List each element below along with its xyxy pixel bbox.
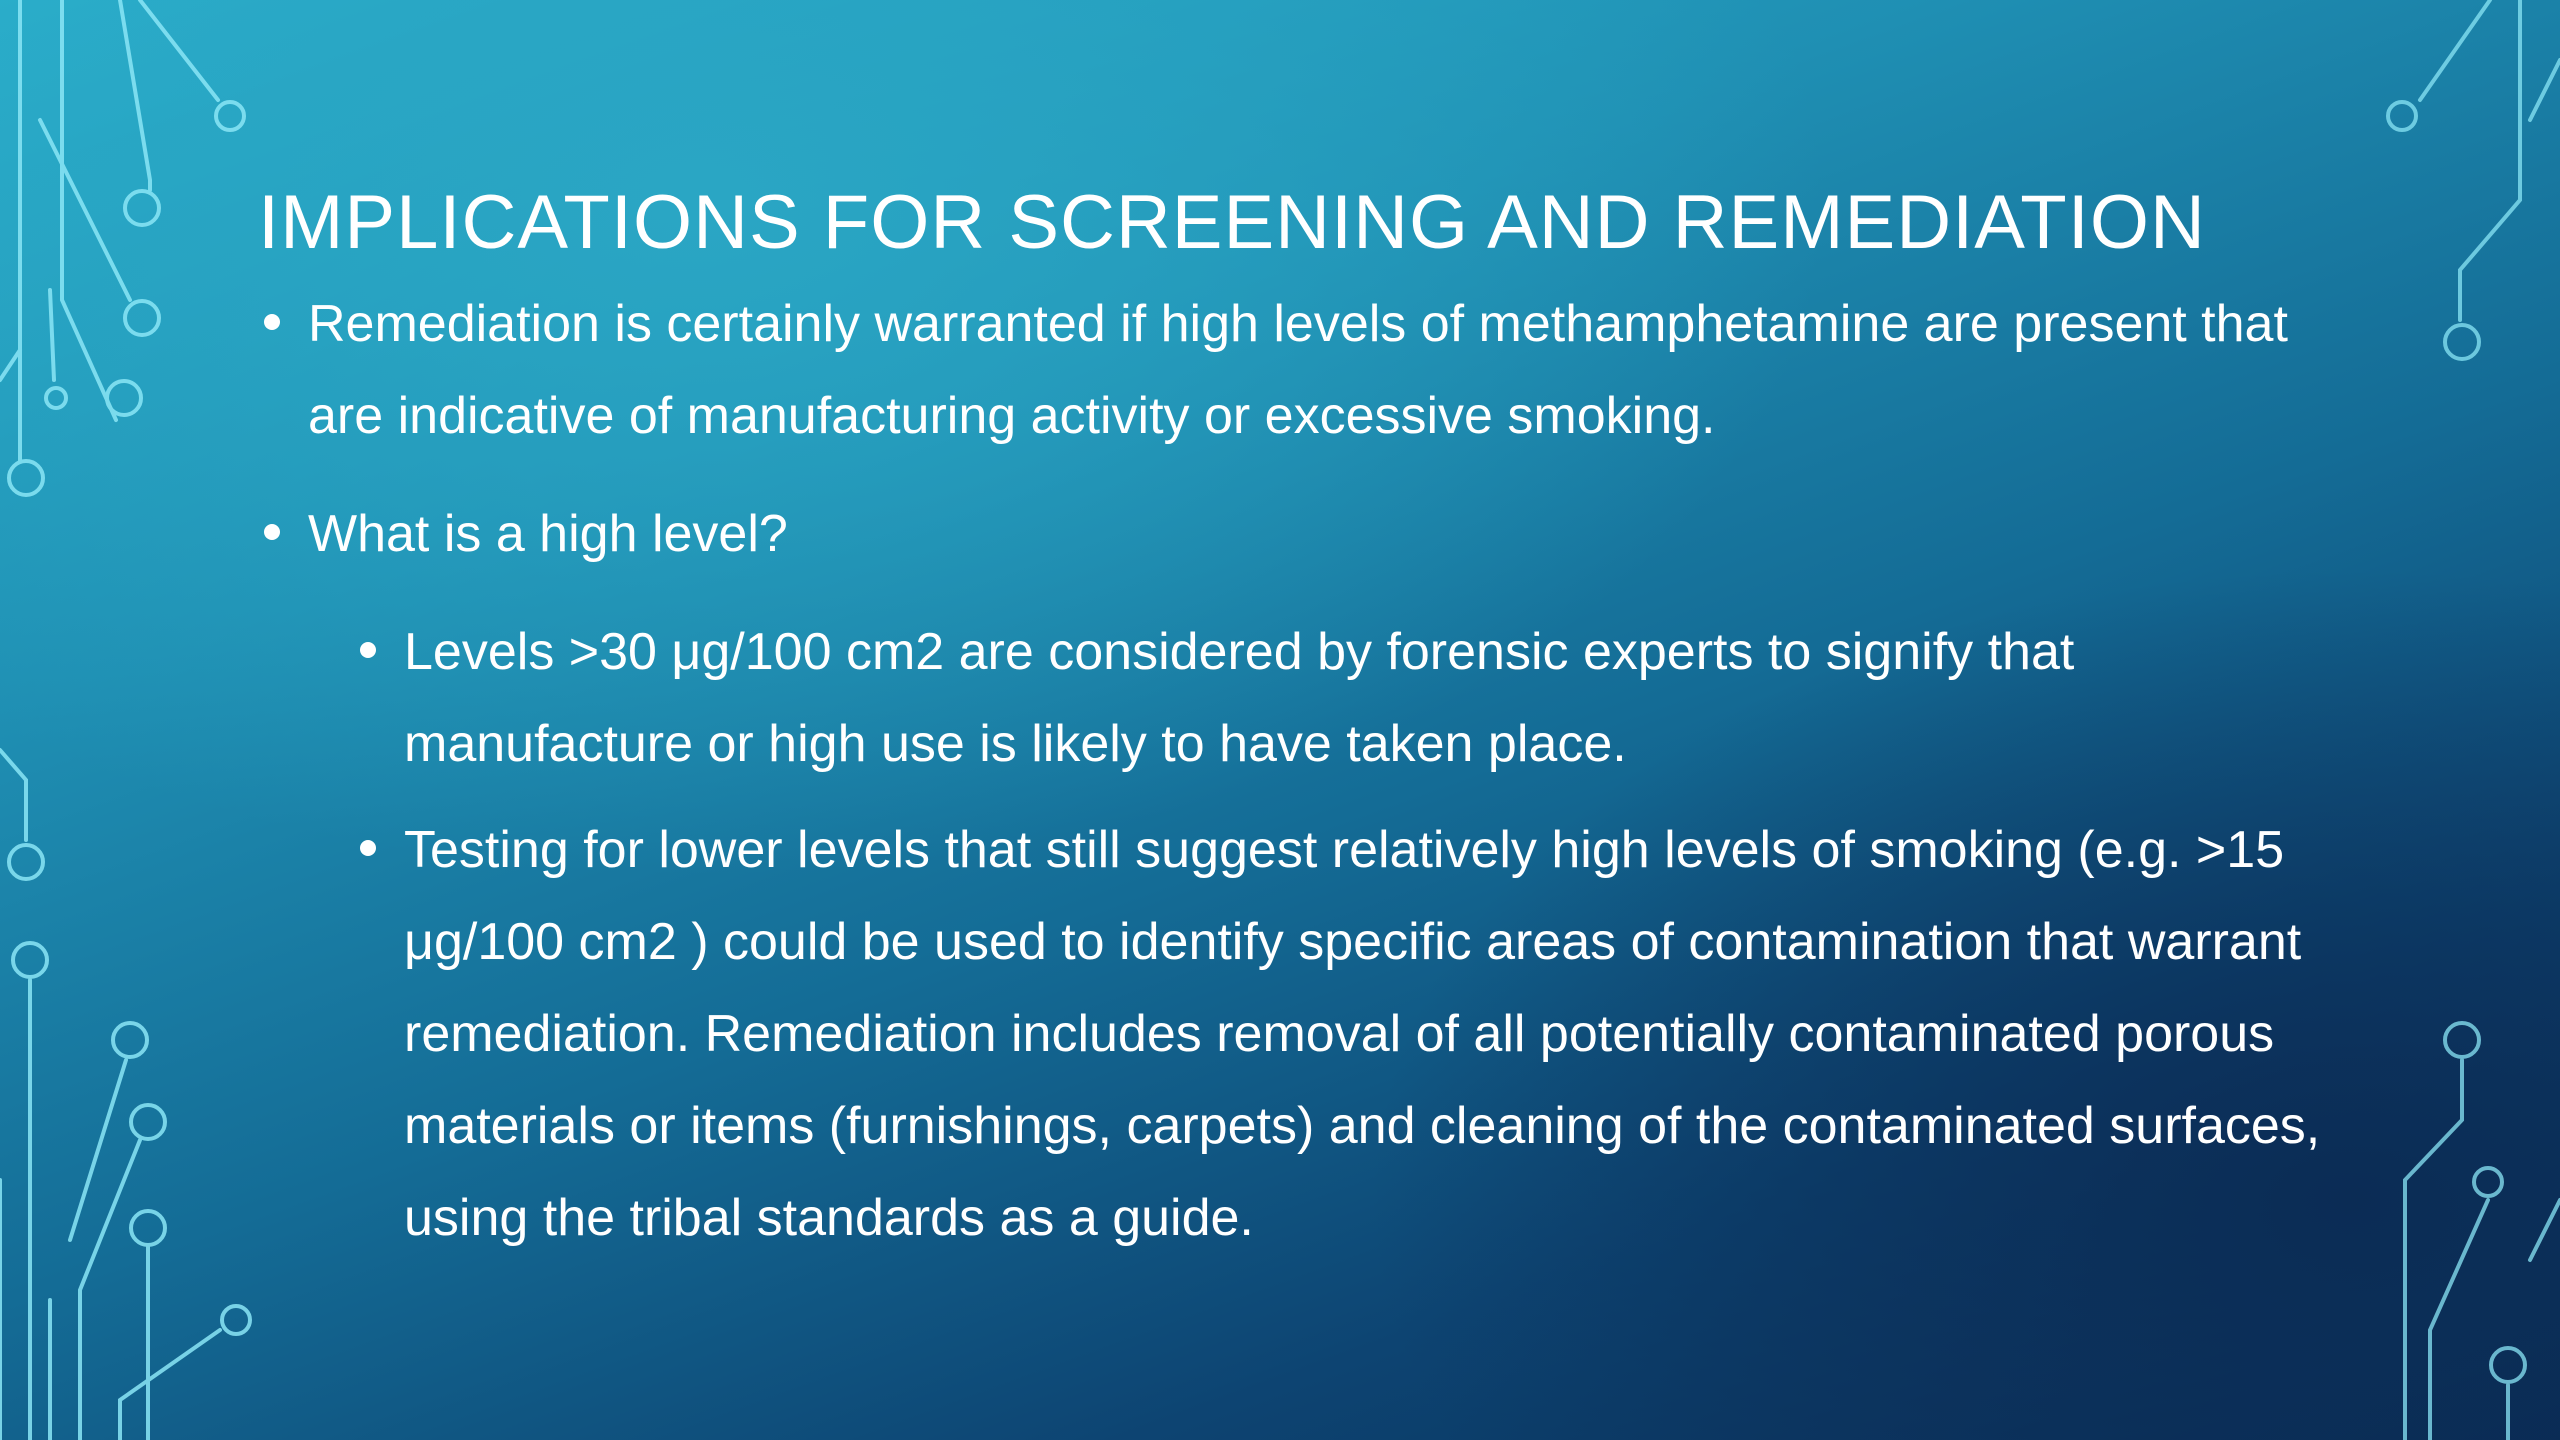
bullet-text: Levels >30 μg/100 cm2 are considered by forensic experts to signify that manufacture or high use is likely to have taken place. xyxy=(404,623,2075,773)
sub-bullet-item xyxy=(258,606,2338,790)
bullet-dot-icon xyxy=(360,642,376,658)
bullet-item xyxy=(258,488,2338,580)
bullet-text: What is a high level? xyxy=(308,505,788,563)
bullet-list xyxy=(258,278,2338,1278)
sub-bullet-item xyxy=(258,804,2338,1264)
bullet-dot-icon xyxy=(360,840,376,856)
bullet-text: Testing for lower levels that still suggest relatively high levels of smoking (e.g. >15 μg/100 cm2 ) could be used to identify specific areas of contamination that warrant remediation. Remediation includes removal of all potentially contaminated porous materials or items (furnishings, carpets) and cleaning of the contaminated surfaces, using the tribal standards as a guide. xyxy=(404,821,2321,1247)
bullet-dot-icon xyxy=(264,524,280,540)
bullet-text: Remediation is certainly warranted if high levels of methamphetamine are present that are indicative of manufacturing activity or excessive smoking. xyxy=(308,295,2288,445)
bullet-item xyxy=(258,278,2338,462)
slide-title: IMPLICATIONS FOR SCREENING AND REMEDIATION xyxy=(258,179,2206,265)
bullet-dot-icon xyxy=(264,314,280,330)
